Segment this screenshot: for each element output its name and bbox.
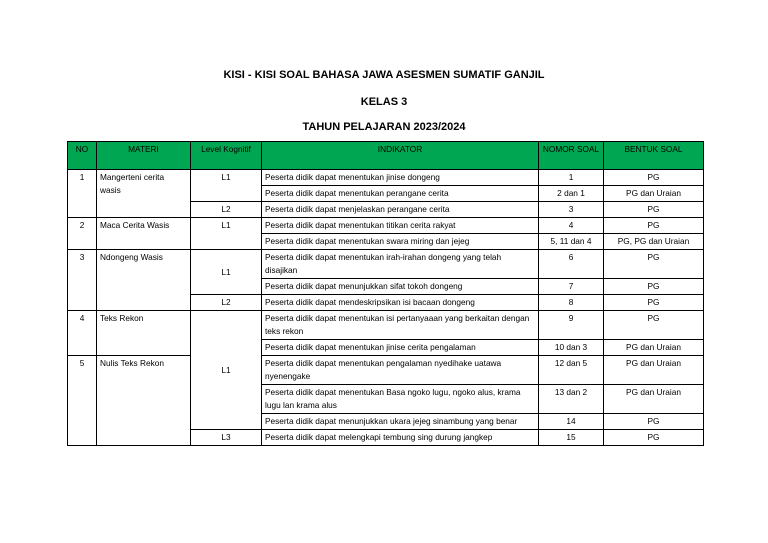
cell-indikator: Peserta didik dapat menentukan swara miring dan jejeg bbox=[262, 234, 539, 250]
cell-bentuk: PG bbox=[604, 170, 704, 186]
cell-level: L1 bbox=[191, 311, 262, 430]
cell-indikator: Peserta didik dapat menjelaskan perangane cerita bbox=[262, 202, 539, 218]
cell-indikator: Peserta didik dapat menentukan perangane cerita bbox=[262, 186, 539, 202]
cell-indikator: Peserta didik dapat menentukan isi pertanyaaan yang berkaitan dengan teks rekon bbox=[262, 311, 539, 340]
cell-nomor: 1 bbox=[539, 170, 604, 186]
cell-bentuk: PG bbox=[604, 250, 704, 279]
cell-nomor: 5, 11 dan 4 bbox=[539, 234, 604, 250]
cell-materi: Teks Rekon bbox=[97, 311, 191, 356]
cell-indikator: Peserta didik dapat melengkapi tembung sing durung jangkep bbox=[262, 430, 539, 446]
table-row bbox=[68, 250, 704, 279]
cell-bentuk: PG, PG dan Uraian bbox=[604, 234, 704, 250]
cell-materi: Maca Cerita Wasis bbox=[97, 218, 191, 250]
cell-indikator: Peserta didik dapat menentukan jinise cerita pengalaman bbox=[262, 340, 539, 356]
header-no: NO bbox=[68, 142, 97, 170]
cell-nomor: 8 bbox=[539, 295, 604, 311]
cell-nomor: 7 bbox=[539, 279, 604, 295]
cell-bentuk: PG bbox=[604, 295, 704, 311]
table-row bbox=[68, 356, 704, 385]
document-title: KISI - KISI SOAL BAHASA JAWA ASESMEN SUMATIF GANJIL bbox=[223, 69, 545, 81]
cell-level: L2 bbox=[191, 202, 262, 218]
header-materi: MATERI bbox=[97, 142, 191, 170]
cell-nomor: 10 dan 3 bbox=[539, 340, 604, 356]
kisi-table bbox=[67, 141, 704, 446]
cell-level: L1 bbox=[191, 250, 262, 295]
cell-no: 2 bbox=[68, 218, 97, 250]
cell-indikator: Peserta didik dapat menentukan Basa ngoko lugu, ngoko alus, krama lugu lan krama alus bbox=[262, 385, 539, 414]
cell-nomor: 4 bbox=[539, 218, 604, 234]
header-level: Level Kognitif bbox=[191, 142, 262, 170]
table-row bbox=[68, 311, 704, 340]
cell-bentuk: PG dan Uraian bbox=[604, 340, 704, 356]
cell-bentuk: PG bbox=[604, 279, 704, 295]
cell-level: L1 bbox=[191, 218, 262, 250]
cell-nomor: 12 dan 5 bbox=[539, 356, 604, 385]
header-bentuk: BENTUK SOAL bbox=[604, 142, 704, 170]
cell-level: L1 bbox=[191, 170, 262, 202]
header-nomor: NOMOR SOAL bbox=[539, 142, 604, 170]
cell-indikator: Peserta didik dapat menentukan irah-irahan dongeng yang telah disajikan bbox=[262, 250, 539, 279]
cell-bentuk: PG dan Uraian bbox=[604, 385, 704, 414]
table-header-row bbox=[68, 142, 704, 170]
table-row bbox=[68, 170, 704, 186]
cell-bentuk: PG bbox=[604, 202, 704, 218]
cell-materi: Ndongeng Wasis bbox=[97, 250, 191, 311]
cell-bentuk: PG bbox=[604, 430, 704, 446]
class-title: KELAS 3 bbox=[360, 96, 408, 108]
header-indikator: INDIKATOR bbox=[262, 142, 539, 170]
cell-materi: Mangerteni cerita wasis bbox=[97, 170, 191, 218]
cell-indikator: Peserta didik dapat menentukan jinise dongeng bbox=[262, 170, 539, 186]
cell-nomor: 9 bbox=[539, 311, 604, 340]
cell-no: 5 bbox=[68, 356, 97, 446]
cell-no: 1 bbox=[68, 170, 97, 218]
cell-nomor: 13 dan 2 bbox=[539, 385, 604, 414]
cell-bentuk: PG dan Uraian bbox=[604, 186, 704, 202]
cell-bentuk: PG bbox=[604, 414, 704, 430]
cell-no: 4 bbox=[68, 311, 97, 356]
cell-nomor: 6 bbox=[539, 250, 604, 279]
cell-level: L3 bbox=[191, 430, 262, 446]
year-title: TAHUN PELAJARAN 2023/2024 bbox=[302, 121, 466, 133]
cell-indikator: Peserta didik dapat mendeskripsikan isi bacaan dongeng bbox=[262, 295, 539, 311]
cell-materi: Nulis Teks Rekon bbox=[97, 356, 191, 446]
cell-indikator: Peserta didik dapat menunjukkan ukara jejeg sinambung yang benar bbox=[262, 414, 539, 430]
table-row bbox=[68, 218, 704, 234]
cell-bentuk: PG bbox=[604, 311, 704, 340]
cell-level: L2 bbox=[191, 295, 262, 311]
cell-bentuk: PG dan Uraian bbox=[604, 356, 704, 385]
cell-no: 3 bbox=[68, 250, 97, 311]
cell-nomor: 3 bbox=[539, 202, 604, 218]
cell-indikator: Peserta didik dapat menentukan pengalaman nyedihake uatawa nyenengake bbox=[262, 356, 539, 385]
cell-indikator: Peserta didik dapat menentukan titikan cerita rakyat bbox=[262, 218, 539, 234]
cell-nomor: 14 bbox=[539, 414, 604, 430]
cell-indikator: Peserta didik dapat menunjukkan sifat tokoh dongeng bbox=[262, 279, 539, 295]
cell-nomor: 2 dan 1 bbox=[539, 186, 604, 202]
cell-nomor: 15 bbox=[539, 430, 604, 446]
cell-bentuk: PG bbox=[604, 218, 704, 234]
